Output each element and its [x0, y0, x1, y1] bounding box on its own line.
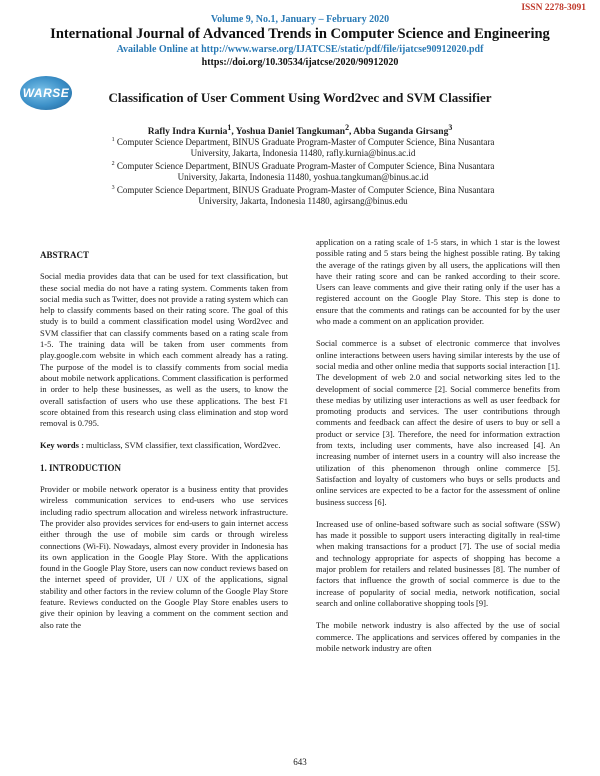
affiliation-2: $^2$ Computer Science Department, BINUS Graduate Program-Master of Computer Science, Bina Nusantara University, Jakarta, Indonesia 11480, yoshua.tangkuman@binus.ac.id: [111, 161, 495, 182]
author-name: Yoshua Daniel Tangkuman: [235, 127, 346, 138]
keywords: [40, 440, 288, 451]
journal-title: International Journal of Advanced Trends in Computer Science and Engineering: [50, 26, 550, 42]
keywords-label: Key words :: [40, 440, 84, 451]
author-name: Rafly Indra Kurnia: [147, 127, 228, 138]
author-line: Rafly Indra Kurnia$^1$, Yoshua Daniel Tangkuman$^2$, Abba Suganda Girsang$^3$: [147, 123, 453, 138]
paragraph: application on a rating scale of 1-5 stars, in which 1 star is the lowest possible rating and 5 stars being the highest possible rating. By taking the average of the ratings given by all users, the applications will then have their rating score and can be ranked according to their score. Users can leave comments and give their rating only if the user has a registered account on the Google Play Store. This step is done to ensure that the comments and ratings can be accounted for by the user who made a comment on an application provider.: [316, 237, 560, 327]
keywords-text: multiclass, SVM classifier, text classification, Word2vec.: [83, 440, 281, 451]
logo-text: WARSE: [22, 86, 70, 100]
paragraph: The mobile network industry is also affected by the use of social commerce. The applications and services offered by companies in the mobile network industry are often: [316, 620, 560, 653]
page-number: 643: [293, 757, 307, 767]
introduction-text: Provider or mobile network operator is a business entity that provides wireless communication services to end-users who use services including radio spectrum allocation and wireless network infrastructure. The provider also provides services for end-users to gain internet access either through the use of mobile sim cards or through wireless connections (Wi-Fi). Nowadays, almost every provider in Indonesia has its own application in the Google Play Store. With the applications found in the Google Play Store, users can now conduct reviews based on the internet speed of provider, UI / UX of the applications, signal stability and other factors in the review column of the Google Play Store feature. Reviews conducted on the Google Play Store enables users to give their opinion by leaving a comment on the comment section and also rate the: [40, 484, 288, 630]
affiliations: [68, 135, 538, 207]
left-column: [40, 250, 288, 642]
affiliation-3: $^3$ Computer Science Department, BINUS Graduate Program-Master of Computer Science, Bina Nusantara University, Jakarta, Indonesia 11480, agirsang@binus.edu: [111, 185, 495, 206]
author-sup: 2: [345, 123, 350, 132]
author-sup: 1: [227, 123, 232, 132]
abstract-text: Social media provides data that can be used for text classification, but these social media do not have a rating system. Comments taken from social media such as Twitter, does not provide a rating system which can help to classify comments based on their rating score. The goal of this study is to build a comment classification model using Word2vec and SVM classifier that can classify comments based on a rating scale from 1-5. The training data will be taken from user comments from play.google.com website in which each comment already has a rating. The purpose of the model is to classify comments from social media about mobile network applications. Comment classification is performed in order to help these businesses, as well as the users, to know the overall satisfaction of users who use these applications. The best F1 score obtained from this research using class elimination and stop word removal is 0.795.: [40, 271, 288, 429]
introduction-heading: 1. INTRODUCTION: [40, 462, 122, 473]
author-sup: 3: [448, 123, 453, 132]
abstract-heading: ABSTRACT: [40, 250, 90, 260]
paper-title: Classification of User Comment Using Word2vec and SVM Classifier: [108, 90, 492, 105]
paragraph: Social commerce is a subset of electronic commerce that involves online interactions between users having similar interests by the use of social media and other online media that supports social interaction [1]. The development of web 2.0 and social networking sites led to the development of social commerce [2]. Social commerce benefits from these medias by utilizing user interactions as well as user feedback for promoting products and services. The user contributions through comments and feedback can affect the desire of users to buy or sell a product or service [3]. Therefore, the need for information extraction from texts, including user comments, have also increased [4]. An increasing number of internet users in a country will also increase the utilization of this phenomenon through online commerce [5]. Satisfaction and loyalty of customers who buys or sells products and online services are expected to be a factor for the assessment of online business success [6].: [316, 338, 560, 507]
volume-info: Volume 9, No.1, January – February 2020: [210, 14, 390, 25]
paragraph: Increased use of online-based software such as social software (SSW) has made it possible to support users interacting digitally in real-time when making transactions for a product [7]. The use of social media and technology appropriate for aspects of shopping has become a major problem for retailers and related businesses [8]. The number of factors that influence the growth of social commerce is due to the increase of popularity of social media, network notification, social search and online collaborative shopping tools [9].: [316, 518, 560, 608]
doi-link[interactable]: https://doi.org/10.30534/ijatcse/2020/90912020: [201, 57, 399, 68]
online-url-link[interactable]: Available Online at http://www.warse.org/IJATCSE/static/pdf/file/ijatcse90912020.pdf: [116, 44, 484, 55]
right-column: [316, 237, 560, 665]
issn-label: ISSN 2278-3091: [521, 3, 586, 13]
affiliation-1: $^1$ Computer Science Department, BINUS Graduate Program-Master of Computer Science, Bina Nusantara University, Jakarta, Indonesia 11480, rafly.kurnia@binus.ac.id: [111, 137, 495, 158]
author-name: Abba Suganda Girsang: [353, 127, 449, 138]
